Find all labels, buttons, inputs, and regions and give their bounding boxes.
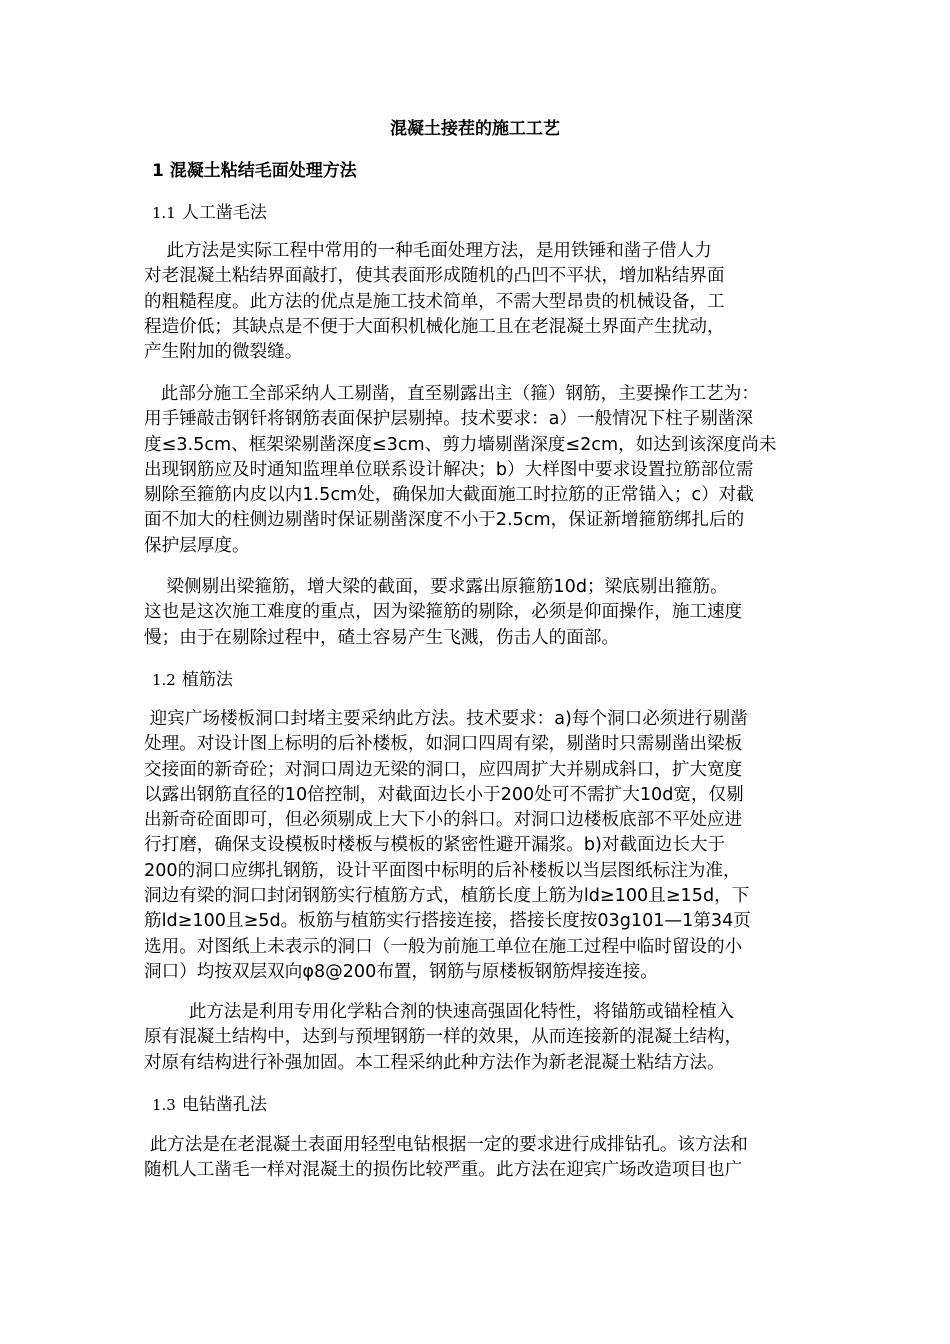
paragraph-line: 此方法是实际工程中常用的一种毛面处理方法，是用铁锤和凿子借人力 <box>144 241 712 261</box>
paragraph-line: 程造价低；其缺点是不便于大面积机械化施工且在老混凝土界面产生扰动， <box>144 316 725 337</box>
subsection-label: 电钻凿孔法 <box>181 1095 267 1115</box>
paragraph-line: 此方法是利用专用化学粘合剂的快速高强固化特性，将锚筋或锚栓植入 <box>144 1002 735 1022</box>
paragraph-line: 保护层厚度。 <box>144 535 250 556</box>
paragraph-line: 选用。对图纸上未表示的洞口（一般为前施工单位在施工过程中临时留设的小 <box>144 936 743 957</box>
paragraph-line: 交接面的新奇砼；对洞口周边无梁的洞口，应四周扩大并剔成斜口，扩大宽度 <box>144 759 743 780</box>
paragraph-line: 迎宾广场楼板洞口封堵主要采纳此方法。技术要求：a)每个洞口必须进行剔凿 <box>144 709 748 729</box>
subsection-number: 1.1 <box>152 204 176 222</box>
paragraph-line: 筋ld≥100且≥5d。板筋与植筋实行搭接连接，搭接长度按03g101—1第34页 <box>144 911 751 932</box>
paragraph-line: 用手锤敲击钢钎将钢筋表面保护层剔掉。技术要求：a）一般情况下柱子剔凿深 <box>144 409 753 430</box>
subsection-number: 1.2 <box>152 671 176 689</box>
paragraph-line: 以露出钢筋直径的10倍控制，对截面边长小于200处可不需扩大10d宽，仅剔 <box>144 784 744 805</box>
subsection-heading-1-1 <box>152 201 267 225</box>
paragraph-bar-planting-requirements <box>144 707 751 985</box>
subsection-heading-1-3 <box>152 1093 267 1117</box>
paragraph-line: 此方法是在老混凝土表面用轻型电钻根据一定的要求进行成排钻孔。该方法和 <box>144 1135 748 1155</box>
paragraph-beam-stirrups <box>144 575 742 651</box>
paragraph-line: 面不加大的柱侧边剔凿时保证剔凿深度不小于2.5cm，保证新增箍筋绑扎后的 <box>144 510 745 531</box>
paragraph-line: 处理。对设计图上标明的后补楼板，如洞口四周有梁，剔凿时只需剔凿出梁板 <box>144 734 743 755</box>
paragraph-line: 洞口）均按双层双向φ8@200布置，钢筋与原楼板钢筋焊接连接。 <box>144 961 658 982</box>
paragraph-line: 对老混凝土粘结界面敲打，使其表面形成随机的凸凹不平状，增加粘结界面 <box>144 266 725 287</box>
paragraph-line: 200的洞口应绑扎钢筋，设计平面图中标明的后补楼板以当层图纸标注为准， <box>144 860 741 881</box>
subsection-label: 人工凿毛法 <box>181 203 267 223</box>
paragraph-line: 对原有结构进行补强加固。本工程采纳此种方法作为新老混凝土粘结方法。 <box>144 1052 725 1073</box>
paragraph-manual-chiseling-intro <box>144 239 725 365</box>
paragraph-manual-chiseling-requirements <box>144 382 776 559</box>
paragraph-line: 行打磨，确保支设模板时楼板与模板的紧密性避开漏浆。b)对截面边长大于 <box>144 835 726 856</box>
paragraph-line: 此部分施工全部采纳人工剔凿，直至剔露出主（箍）钢筋，主要操作工艺为： <box>144 384 759 404</box>
paragraph-line: 梁侧剔出梁箍筋，增大梁的截面，要求露出原箍筋10d；梁底剔出箍筋。 <box>144 577 728 597</box>
paragraph-line: 这也是这次施工难度的重点，因为梁箍筋的剔除，必须是仰面操作，施工速度 <box>144 602 743 623</box>
subsection-heading-1-2 <box>152 668 233 692</box>
subsection-number: 1.3 <box>152 1096 176 1114</box>
paragraph-line: 随机人工凿毛一样对混凝土的损伤比较严重。此方法在迎宾广场改造项目也广 <box>144 1160 743 1181</box>
paragraph-line: 洞边有梁的洞口封闭钢筋实行植筋方式，植筋长度上筋为ld≥100且≥15d，下 <box>144 886 750 907</box>
paragraph-line: 慢；由于在剔除过程中，碴土容易产生飞溅，伤击人的面部。 <box>144 627 620 648</box>
document-title: 混凝土接茬的施工工艺 <box>390 119 560 139</box>
paragraph-line: 出现钢筋应及时通知监理单位联系设计解决；b）大样图中要求设置拉筋部位需 <box>144 459 754 480</box>
paragraph-line: 度≤3.5cm、框架梁剔凿深度≤3cm、剪力墙剔凿深度≤2cm，如达到该深度尚未 <box>144 434 777 455</box>
paragraph-line: 剔除至箍筋内皮以内1.5cm处，确保加大截面施工时拉筋的正常锚入；c）对截 <box>144 485 754 506</box>
paragraph-line: 原有混凝土结构中，达到与预埋钢筋一样的效果，从而连接新的混凝土结构， <box>144 1027 743 1048</box>
paragraph-chemical-anchoring <box>144 1000 742 1076</box>
paragraph-electric-drilling <box>144 1133 748 1184</box>
paragraph-line: 出新奇砼面即可，但必须剔成上大下小的斜口。对洞口边楼板底部不平处应进 <box>144 810 743 831</box>
paragraph-line: 的粗糙程度。此方法的优点是施工技术简单，不需大型昂贵的机械设备，工 <box>144 291 725 312</box>
paragraph-line: 产生附加的微裂缝。 <box>144 342 303 363</box>
section-heading-1: 1 混凝土粘结毛面处理方法 <box>152 161 357 181</box>
subsection-label: 植筋法 <box>181 670 233 690</box>
